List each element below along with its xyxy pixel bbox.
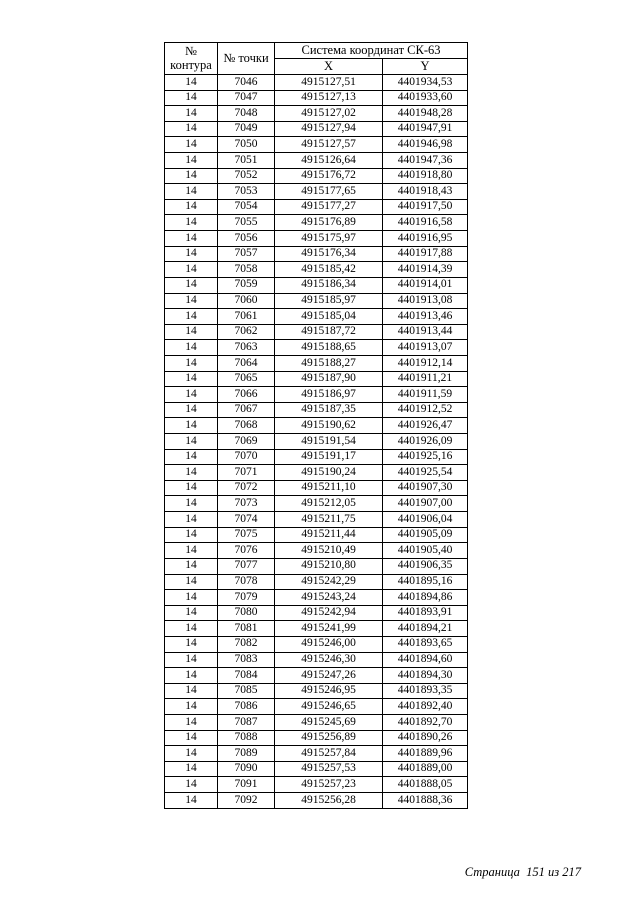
cell-point: 7066 [218,387,275,403]
cell-y: 4401913,07 [383,340,468,356]
cell-y: 4401892,70 [383,714,468,730]
cell-point: 7090 [218,761,275,777]
cell-contour: 14 [165,574,218,590]
cell-point: 7060 [218,293,275,309]
cell-y: 4401912,14 [383,355,468,371]
cell-contour: 14 [165,761,218,777]
cell-point: 7063 [218,340,275,356]
table-row [165,590,468,606]
table-row [165,199,468,215]
cell-x: 4915242,29 [275,574,383,590]
cell-x: 4915243,24 [275,590,383,606]
cell-y: 4401905,09 [383,527,468,543]
cell-contour: 14 [165,668,218,684]
cell-y: 4401893,65 [383,636,468,652]
table-row [165,730,468,746]
cell-y: 4401911,59 [383,387,468,403]
cell-point: 7059 [218,277,275,293]
cell-point: 7046 [218,75,275,91]
table-row [165,402,468,418]
table-row [165,652,468,668]
cell-x: 4915256,89 [275,730,383,746]
table-row [165,340,468,356]
cell-contour: 14 [165,184,218,200]
cell-x: 4915127,51 [275,75,383,91]
cell-y: 4401892,40 [383,699,468,715]
cell-point: 7070 [218,449,275,465]
table-row [165,231,468,247]
cell-point: 7073 [218,496,275,512]
table-row [165,777,468,793]
table-row [165,512,468,528]
cell-contour: 14 [165,262,218,278]
table-row [165,761,468,777]
cell-point: 7083 [218,652,275,668]
table-header [165,43,468,75]
cell-point: 7062 [218,324,275,340]
cell-point: 7092 [218,793,275,809]
cell-x: 4915185,04 [275,309,383,325]
cell-point: 7053 [218,184,275,200]
cell-y: 4401888,36 [383,793,468,809]
cell-x: 4915186,34 [275,277,383,293]
cell-y: 4401890,26 [383,730,468,746]
cell-point: 7069 [218,434,275,450]
cell-x: 4915246,00 [275,636,383,652]
cell-y: 4401947,36 [383,153,468,169]
cell-y: 4401925,16 [383,449,468,465]
cell-y: 4401926,47 [383,418,468,434]
cell-x: 4915246,95 [275,683,383,699]
cell-x: 4915257,23 [275,777,383,793]
cell-contour: 14 [165,309,218,325]
cell-y: 4401946,98 [383,137,468,153]
cell-x: 4915247,26 [275,668,383,684]
cell-x: 4915187,72 [275,324,383,340]
cell-x: 4915127,94 [275,121,383,137]
cell-x: 4915210,80 [275,558,383,574]
cell-y: 4401913,08 [383,293,468,309]
cell-point: 7065 [218,371,275,387]
cell-y: 4401926,09 [383,434,468,450]
table-row [165,137,468,153]
cell-contour: 14 [165,355,218,371]
cell-y: 4401917,88 [383,246,468,262]
cell-contour: 14 [165,121,218,137]
table-row [165,168,468,184]
table-row [165,293,468,309]
cell-point: 7078 [218,574,275,590]
cell-point: 7050 [218,137,275,153]
cell-contour: 14 [165,246,218,262]
cell-point: 7052 [218,168,275,184]
cell-contour: 14 [165,340,218,356]
cell-point: 7072 [218,480,275,496]
table-row [165,262,468,278]
cell-point: 7089 [218,746,275,762]
cell-point: 7081 [218,621,275,637]
cell-contour: 14 [165,621,218,637]
cell-x: 4915191,17 [275,449,383,465]
cell-point: 7080 [218,605,275,621]
cell-contour: 14 [165,168,218,184]
table-row [165,714,468,730]
cell-contour: 14 [165,418,218,434]
cell-y: 4401907,30 [383,480,468,496]
table-row [165,636,468,652]
cell-contour: 14 [165,543,218,559]
cell-x: 4915245,69 [275,714,383,730]
cell-contour: 14 [165,512,218,528]
footer-total-pages: 217 [562,865,581,879]
cell-point: 7084 [218,668,275,684]
cell-point: 7057 [218,246,275,262]
cell-y: 4401889,00 [383,761,468,777]
coordinates-table [164,42,468,809]
cell-contour: 14 [165,636,218,652]
cell-point: 7061 [218,309,275,325]
cell-contour: 14 [165,371,218,387]
table-row [165,355,468,371]
cell-point: 7058 [218,262,275,278]
table-row [165,496,468,512]
cell-x: 4915185,97 [275,293,383,309]
cell-contour: 14 [165,277,218,293]
cell-point: 7067 [218,402,275,418]
cell-x: 4915191,54 [275,434,383,450]
cell-y: 4401888,05 [383,777,468,793]
cell-contour: 14 [165,496,218,512]
table-row [165,184,468,200]
header-y: Y [383,59,468,75]
table-row [165,543,468,559]
cell-contour: 14 [165,449,218,465]
table-row [165,387,468,403]
cell-x: 4915246,65 [275,699,383,715]
table-row [165,215,468,231]
cell-point: 7091 [218,777,275,793]
cell-x: 4915127,13 [275,90,383,106]
cell-point: 7086 [218,699,275,715]
cell-x: 4915177,27 [275,199,383,215]
table-row [165,605,468,621]
cell-contour: 14 [165,558,218,574]
cell-contour: 14 [165,387,218,403]
cell-x: 4915211,44 [275,527,383,543]
cell-point: 7082 [218,636,275,652]
table-row [165,90,468,106]
cell-contour: 14 [165,231,218,247]
cell-y: 4401947,91 [383,121,468,137]
cell-point: 7088 [218,730,275,746]
cell-y: 4401913,44 [383,324,468,340]
cell-x: 4915190,24 [275,465,383,481]
cell-contour: 14 [165,434,218,450]
cell-y: 4401894,86 [383,590,468,606]
cell-point: 7074 [218,512,275,528]
header-coordinate-system: Система координат СК-63 [275,43,468,59]
cell-x: 4915187,90 [275,371,383,387]
cell-contour: 14 [165,746,218,762]
header-x: X [275,59,383,75]
footer-page-number: 151 [526,865,545,879]
cell-contour: 14 [165,683,218,699]
table-row [165,527,468,543]
cell-y: 4401894,30 [383,668,468,684]
cell-contour: 14 [165,714,218,730]
cell-contour: 14 [165,215,218,231]
cell-y: 4401894,21 [383,621,468,637]
cell-y: 4401906,35 [383,558,468,574]
table-row [165,480,468,496]
table-row [165,746,468,762]
cell-x: 4915257,84 [275,746,383,762]
header-contour-symbol: № [185,44,197,59]
cell-y: 4401916,95 [383,231,468,247]
cell-contour: 14 [165,652,218,668]
cell-x: 4915127,02 [275,106,383,122]
cell-y: 4401925,54 [383,465,468,481]
cell-contour: 14 [165,465,218,481]
table-row [165,621,468,637]
cell-contour: 14 [165,75,218,91]
cell-point: 7077 [218,558,275,574]
cell-x: 4915127,57 [275,137,383,153]
cell-contour: 14 [165,402,218,418]
cell-point: 7048 [218,106,275,122]
cell-y: 4401914,01 [383,277,468,293]
cell-x: 4915186,97 [275,387,383,403]
cell-point: 7056 [218,231,275,247]
cell-y: 4401917,50 [383,199,468,215]
cell-point: 7079 [218,590,275,606]
table-row [165,324,468,340]
cell-point: 7085 [218,683,275,699]
cell-point: 7071 [218,465,275,481]
footer-page-label: Страница [464,865,520,879]
table-row [165,668,468,684]
cell-point: 7047 [218,90,275,106]
cell-point: 7054 [218,199,275,215]
cell-x: 4915211,10 [275,480,383,496]
cell-x: 4915176,34 [275,246,383,262]
cell-x: 4915176,89 [275,215,383,231]
cell-point: 7049 [218,121,275,137]
header-contour-number [165,43,218,75]
table-row [165,793,468,809]
cell-contour: 14 [165,590,218,606]
cell-contour: 14 [165,527,218,543]
cell-y: 4401914,39 [383,262,468,278]
cell-contour: 14 [165,137,218,153]
cell-contour: 14 [165,730,218,746]
cell-x: 4915246,30 [275,652,383,668]
cell-x: 4915210,49 [275,543,383,559]
cell-contour: 14 [165,793,218,809]
cell-y: 4401889,96 [383,746,468,762]
header-point-number: № точки [218,43,275,75]
cell-y: 4401907,00 [383,496,468,512]
cell-contour: 14 [165,293,218,309]
cell-y: 4401895,16 [383,574,468,590]
table-row [165,75,468,91]
cell-point: 7075 [218,527,275,543]
cell-y: 4401918,80 [383,168,468,184]
cell-x: 4915185,42 [275,262,383,278]
cell-contour: 14 [165,324,218,340]
cell-x: 4915257,53 [275,761,383,777]
cell-y: 4401894,60 [383,652,468,668]
cell-x: 4915188,65 [275,340,383,356]
cell-y: 4401934,53 [383,75,468,91]
cell-y: 4401916,58 [383,215,468,231]
table-body [165,75,468,809]
cell-x: 4915187,35 [275,402,383,418]
table-row [165,106,468,122]
table-row [165,153,468,169]
cell-x: 4915242,94 [275,605,383,621]
cell-y: 4401948,28 [383,106,468,122]
cell-y: 4401893,91 [383,605,468,621]
cell-x: 4915177,65 [275,184,383,200]
cell-x: 4915241,99 [275,621,383,637]
cell-x: 4915175,97 [275,231,383,247]
table-row [165,277,468,293]
table-row [165,434,468,450]
table-row [165,309,468,325]
cell-contour: 14 [165,605,218,621]
cell-x: 4915126,64 [275,153,383,169]
table-row [165,574,468,590]
cell-x: 4915190,62 [275,418,383,434]
cell-x: 4915212,05 [275,496,383,512]
table-row [165,558,468,574]
cell-contour: 14 [165,90,218,106]
cell-y: 4401912,52 [383,402,468,418]
cell-point: 7064 [218,355,275,371]
cell-y: 4401933,60 [383,90,468,106]
cell-y: 4401911,21 [383,371,468,387]
header-contour-word: контура [170,57,212,72]
cell-y: 4401918,43 [383,184,468,200]
cell-x: 4915256,28 [275,793,383,809]
cell-point: 7051 [218,153,275,169]
page-footer [465,865,581,880]
table-row [165,699,468,715]
cell-contour: 14 [165,777,218,793]
cell-point: 7055 [218,215,275,231]
cell-contour: 14 [165,106,218,122]
cell-x: 4915188,27 [275,355,383,371]
cell-y: 4401893,35 [383,683,468,699]
table-row [165,371,468,387]
table-row [165,683,468,699]
cell-y: 4401913,46 [383,309,468,325]
table-row [165,418,468,434]
cell-contour: 14 [165,199,218,215]
table-row [165,121,468,137]
cell-point: 7076 [218,543,275,559]
cell-point: 7087 [218,714,275,730]
table-row [165,449,468,465]
cell-x: 4915211,75 [275,512,383,528]
cell-point: 7068 [218,418,275,434]
cell-y: 4401905,40 [383,543,468,559]
cell-contour: 14 [165,699,218,715]
cell-contour: 14 [165,480,218,496]
cell-x: 4915176,72 [275,168,383,184]
table-row [165,465,468,481]
table-row [165,246,468,262]
cell-contour: 14 [165,153,218,169]
cell-y: 4401906,04 [383,512,468,528]
footer-of-label: из [547,865,560,879]
